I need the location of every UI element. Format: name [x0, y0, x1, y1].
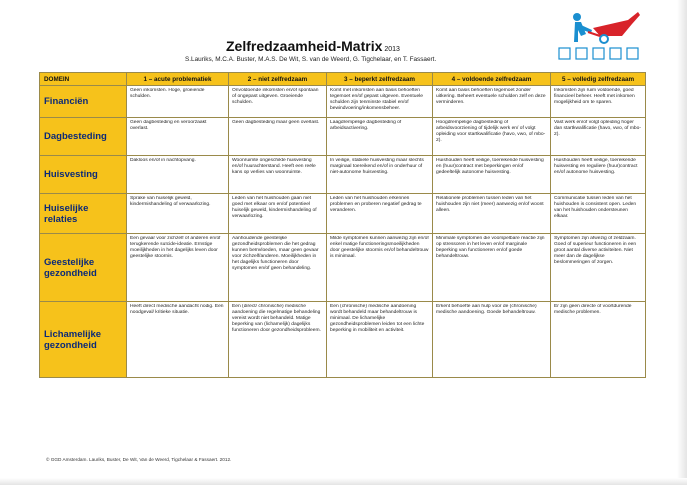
column-header: 3 – beperkt zelfredzaam: [327, 73, 433, 86]
table-cell: [327, 156, 433, 194]
cell-text: Aanhoudende geestelijke gezondheidsproblemen die het gedrag kunnen beïnvloeden, maar geen gevaar voor zichzelf/anderen. Moeilijkheden in het dagelijks functioneren door symptomen en/of geen behandeling.: [232, 236, 319, 271]
table-cell: [433, 86, 551, 118]
page-shadow-bottom: [0, 478, 687, 485]
cell-text: Relationele problemen tussen leden van het huishouden zijn niet (meer) aanwezig en/of woont alleen.: [436, 196, 544, 213]
table-cell: [327, 86, 433, 118]
table-cell: [327, 302, 433, 378]
table-cell: [127, 302, 229, 378]
column-header: 5 – volledig zelfredzaam: [551, 73, 646, 86]
cell-text: Minimale symptomen die voorspelbare reactie zijn op stressoren in het leven en/of marginale beperking van functioneren en/of goede behandeltrouw.: [436, 236, 545, 259]
table-cell: [433, 118, 551, 156]
table-cell: [433, 234, 551, 302]
table-row: [40, 194, 646, 234]
cell-text: Symptomen zijn afwezig of zeldzaam. Goed of superieur functioneren in een groot aantal diverse activiteiten. Niet meer dan de dagelijkse beslommeringen of zorgen.: [554, 236, 637, 265]
table-cell: [229, 234, 327, 302]
table-cell: [127, 86, 229, 118]
cell-text: Vast werk en/of volgt opleiding hoger dan startkwalificatie (havo, vwo, of mbo-2).: [554, 120, 641, 137]
table-cell: [551, 156, 646, 194]
cell-text: Dakloos en/of in nachtopvang.: [130, 158, 196, 163]
table-cell: [433, 194, 551, 234]
table-cell: [327, 118, 433, 156]
cell-text: Onvoldoende inkomsten en/of spontaan of ongepast uitgeven. Groeiende schulden.: [232, 88, 319, 105]
cell-text: Heeft direct medische aandacht nodig. Een noodgeval/ kritieke situatie.: [130, 304, 224, 315]
cell-text: Leden van het huishouden gaan niet goed met elkaar om en/of potentieel huiselijk geweld, kindermishandeling of verwaarlozing.: [232, 196, 317, 219]
cell-text: Er zijn geen directe of voortdurende medische problemen.: [554, 304, 632, 315]
cell-text: Geen inkomsten. Hoge, groeiende schulden.: [130, 88, 205, 99]
table-cell: [127, 156, 229, 194]
domain-label: Dagbesteding: [40, 118, 127, 156]
domain-label: Huiselijke relaties: [40, 194, 127, 234]
cell-text: Milde symptomen kunnen aanwezig zijn en/of enkel matige functioneringsmoeilijkheden door geestelijke stoornis en/of behandeltrouw is minimaal.: [330, 236, 429, 259]
cell-text: Huishouden heeft veilige, toereikende huisvesting en reguliere (huur)contract en/of autonome huisvesting.: [554, 158, 638, 175]
table-cell: [229, 302, 327, 378]
table-cell: [551, 118, 646, 156]
header-row: [40, 73, 646, 86]
table-row: [40, 118, 646, 156]
cell-text: Erkent behoefte aan hulp voor de (chronische) medische aandoening. Goede behandeltrouw.: [436, 304, 537, 315]
cell-text: Een (direct/ chronische) medische aandoening die regelmatige behandeling vereist wordt niet behandeld. Matige beperking van (lichamelijk) dagelijks functioneren door gezondheidsprobleem.: [232, 304, 321, 333]
cell-text: Leden van het huishouden erkennen problemen en proberen negatief gedrag te veranderen.: [330, 196, 422, 213]
title-year: 2013: [384, 46, 400, 53]
cell-text: Komt met inkomsten aan basis behoeften tegemoet en/of gepast uitgeven. Eventuele schulden zijn tenminste stabiel en/of bewindvoering/inkomensbeheer.: [330, 88, 423, 111]
cell-text: In veilige, stabiele huisvesting maar slechts marginaal toereikend en/of in onderhuur of niet-autonome huisvesting.: [330, 158, 424, 175]
self-sufficiency-matrix: [39, 72, 646, 378]
person-pushing-wheelbarrow-icon: [573, 12, 640, 43]
column-header: DOMEIN: [40, 73, 127, 86]
page-title: [226, 38, 400, 54]
table-cell: [327, 234, 433, 302]
table-cell: [433, 302, 551, 378]
table-cell: [551, 86, 646, 118]
checkbox-row: [559, 48, 638, 59]
column-header: 2 – niet zelfredzaam: [229, 73, 327, 86]
cell-text: Woonruimte ongeschikte huisvesting en/of huurachterstand. Heeft een reële kans op verlies van woonruimte.: [232, 158, 316, 175]
domain-label: Lichamelijke gezondheid: [40, 302, 127, 378]
cell-text: Een gevaar voor zichzelf of anderen en/of terugkerende suïcide-ideatie. Ernstige moeilijkheden in het dagelijks leven door geestelijke stoornis.: [130, 236, 221, 259]
cell-text: Een (chronische) medische aandoening wordt behandeld maar behandeltrouw is minimaal. De lichamelijke gezondheidsproblemen leiden tot een lichte beperking in mobiliteit en activiteit.: [330, 304, 425, 333]
cell-text: Huishouden heeft veilige, toereikende huisvesting en (huur)contract met beperkingen en/of gedeeltelijk autonome huisvesting.: [436, 158, 544, 175]
cell-text: Komt aan basis behoeften tegemoet zonder uitkering. Beheert eventuele schulden zelf en deze verminderen.: [436, 88, 546, 105]
table-row: [40, 234, 646, 302]
cell-text: Geen dagbesteding maar geen overlast.: [232, 120, 320, 125]
cell-text: Laagdrempelige dagbesteding of arbeidsactivering.: [330, 120, 402, 131]
table-cell: [327, 194, 433, 234]
cell-text: Geen dagbesteding en veroorzaakt overlast.: [130, 120, 207, 131]
column-header: 4 – voldoende zelfredzaam: [433, 73, 551, 86]
domain-label: Financiën: [40, 86, 127, 118]
title-text: Zelfredzaamheid-Matrix: [226, 38, 383, 54]
table-row: [40, 302, 646, 378]
page-shadow-right: [677, 0, 687, 485]
cell-text: Inkomsten zijn ruim voldoende, goed financieel beheer. Heeft met inkomen mogelijkheid om te sparen.: [554, 88, 635, 105]
domain-label: Geestelijke gezondheid: [40, 234, 127, 302]
table-row: [40, 156, 646, 194]
cell-text: Communicatie tussen leden van het huishouden is consistent open. Leden van het huishouden ondersteunen elkaar.: [554, 196, 637, 219]
table-cell: [229, 194, 327, 234]
table-cell: [551, 302, 646, 378]
domain-label: Huisvesting: [40, 156, 127, 194]
copyright-footer: © GGD Amsterdam. Lauriks, Buster, De Wit, Van de Weerd, Tigchelaar & Fassaert. 2012.: [46, 457, 232, 462]
cell-text: Hoogdrempelige dagbesteding of arbeidsvoorziening of tijdelijk werk en/ of volgt opleiding voor startkwalificatie (havo, vwo, of mbo-2).: [436, 120, 546, 143]
authors-line: S.Lauriks, M.C.A. Buster, M.A.S. De Wit, S. van de Weerd, G. Tigchelaar, en T. Fassaert.: [185, 56, 437, 63]
cell-text: Sprake van huiselijk geweld, kindermishandeling of verwaarlozing.: [130, 196, 211, 207]
column-header: 1 – acute problematiek: [127, 73, 229, 86]
table-cell: [551, 194, 646, 234]
table-cell: [433, 156, 551, 194]
table-cell: [229, 86, 327, 118]
table-cell: [551, 234, 646, 302]
table-cell: [127, 234, 229, 302]
table-cell: [229, 156, 327, 194]
logo: [548, 6, 643, 66]
table-cell: [229, 118, 327, 156]
table-cell: [127, 194, 229, 234]
table-row: [40, 86, 646, 118]
table-cell: [127, 118, 229, 156]
